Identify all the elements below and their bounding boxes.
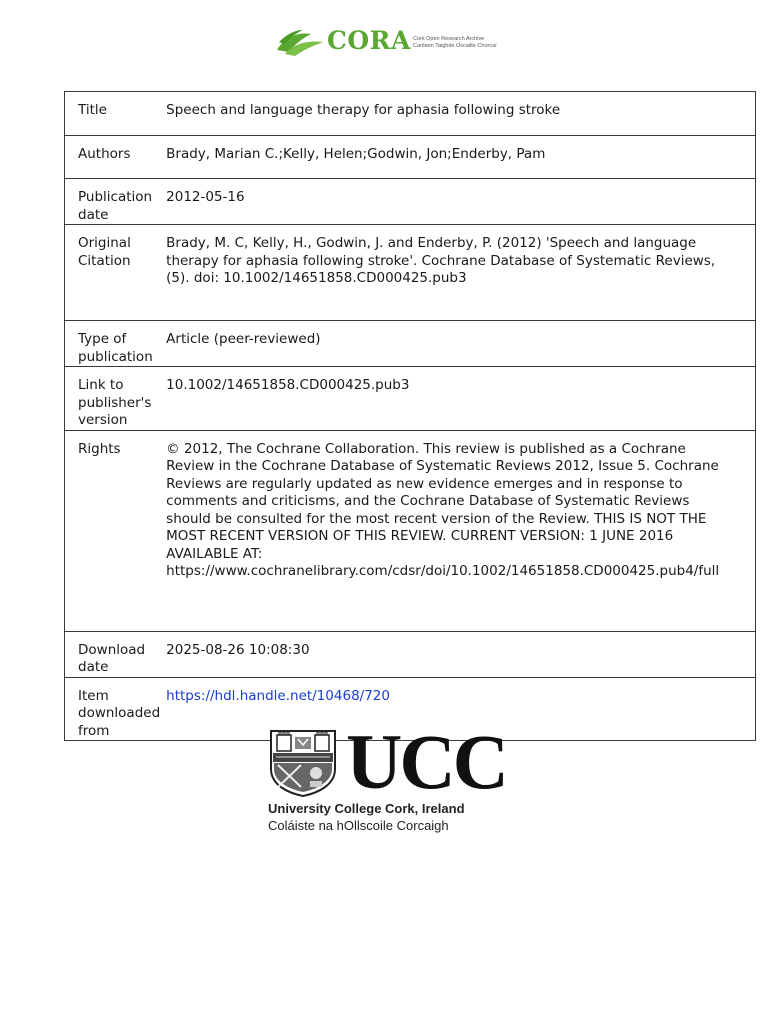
row-value: © 2012, The Cochrane Collaboration. This review is published as a Cochrane Review in the Cochrane Database of Systematic Reviews 2012, Issue 5. Cochrane Reviews are regularly updated as new evidence emerges and in response to comments and criticisms, and the Cochrane Database of Systematic Reviews should be consulted for the most recent version of the Review. THIS IS NOT THE MOST RECENT VERSION OF THIS REVIEW. CURRENT VERSION: 1 JUNE 2016 AVAILABLE AT: https://www.cochranelibrary.com/cdsr/doi/10.1002/14651858.CD000425.pub4/full <box>166 430 756 631</box>
cora-subtitle-irish: Cartlann Taighde Oscailte Chorcaí <box>413 43 497 49</box>
handle-link[interactable]: https://hdl.handle.net/10468/720 <box>166 687 390 704</box>
ucc-crest-icon <box>268 729 338 797</box>
row-label: Authors <box>65 136 167 179</box>
table-row-authors <box>65 136 756 179</box>
row-value: Brady, Marian C.;Kelly, Helen;Godwin, Jon;Enderby, Pam <box>166 136 756 179</box>
ucc-name-english: University College Cork, Ireland <box>268 801 465 816</box>
table-row-rights <box>65 430 756 631</box>
table-row-type-of-publication <box>65 321 756 367</box>
row-label: Rights <box>65 430 167 631</box>
table-row-download-date <box>65 631 756 677</box>
row-label: Type of publication <box>65 321 167 367</box>
cora-logo <box>275 24 497 60</box>
row-value: 2025-08-26 10:08:30 <box>166 631 756 677</box>
row-value: Speech and language therapy for aphasia following stroke <box>166 92 756 136</box>
row-label: Original Citation <box>65 225 167 321</box>
row-label: Download date <box>65 631 167 677</box>
table-row-publisher-link <box>65 367 756 431</box>
row-label: Link to publisher's version <box>65 367 167 431</box>
row-value: 10.1002/14651858.CD000425.pub3 <box>166 367 756 431</box>
row-label: Publication date <box>65 179 167 225</box>
cora-subtitle-english: Cork Open Research Archive <box>413 36 485 42</box>
ucc-name-irish: Coláiste na hOllscoile Corcaigh <box>268 818 449 833</box>
metadata-table <box>64 91 756 741</box>
row-label: Item downloaded from <box>65 677 167 741</box>
cora-wordmark: CORA <box>327 26 411 55</box>
ucc-logo <box>266 718 506 837</box>
row-value: 2012-05-16 <box>166 179 756 225</box>
row-label: Title <box>65 92 167 136</box>
table-row-publication-date <box>65 179 756 225</box>
ucc-wordmark: UCC <box>346 718 506 805</box>
table-row-original-citation <box>65 225 756 321</box>
table-row-title <box>65 92 756 136</box>
row-value: Article (peer-reviewed) <box>166 321 756 367</box>
row-value: Brady, M. C, Kelly, H., Godwin, J. and Enderby, P. (2012) 'Speech and language therapy for aphasia following stroke'. Cochrane Database of Systematic Reviews, (5). doi: 10.1002/14651858.CD000425.pub3 <box>166 225 756 321</box>
leaf-icon <box>275 28 325 58</box>
